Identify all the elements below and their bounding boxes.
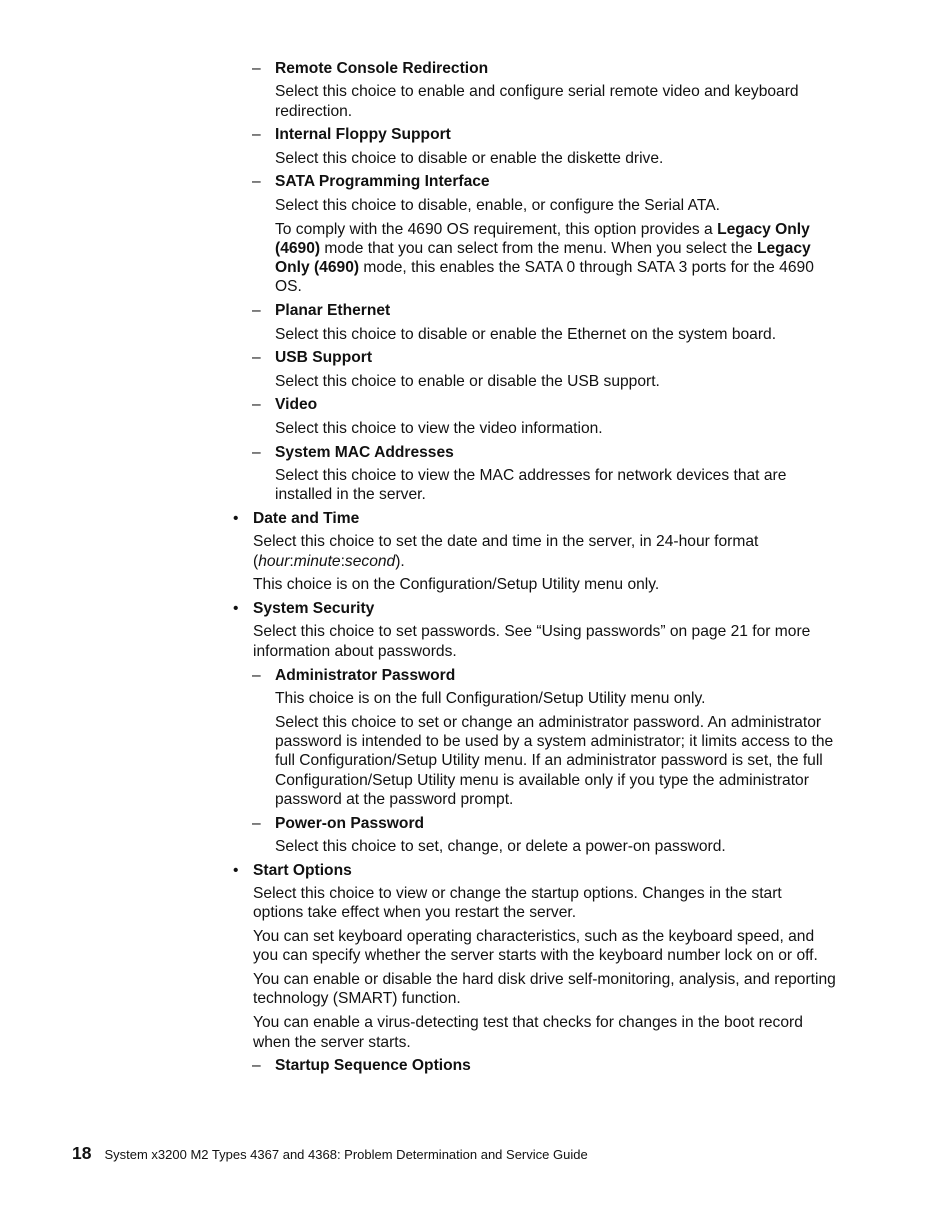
legacy-mode-term: Legacy Only (4690): [275, 239, 811, 277]
item-heading: Power-on Password: [275, 814, 425, 832]
list-item-power-on-password: [232, 814, 836, 857]
item-heading: SATA Programming Interface: [275, 173, 490, 191]
item-description: Select this choice to enable and configure serial remote video and keyboard redirection.: [275, 83, 799, 120]
dash-marker: –: [252, 349, 261, 367]
item-heading: Video: [275, 396, 318, 414]
dash-marker: –: [252, 302, 261, 320]
list-item-startup-sequence-options: [232, 1056, 836, 1075]
section-system-security: [232, 599, 836, 661]
dash-marker: –: [252, 1057, 261, 1075]
item-description: Select this choice to enable or disable the USB support.: [275, 372, 660, 390]
list-item: [232, 172, 836, 296]
item-heading: Planar Ethernet: [275, 302, 391, 320]
section-paragraph: Select this choice to view or change the startup options. Changes in the start options take effect when you restart the server.: [253, 884, 782, 922]
item-description: Select this choice to disable, enable, or configure the Serial ATA.: [275, 196, 720, 214]
section-note: This choice is on the Configuration/Setup Utility menu only.: [253, 576, 660, 594]
item-description: This choice is on the full Configuration/Setup Utility menu only.: [275, 689, 706, 707]
desc-text: ).: [395, 552, 405, 570]
item-description: Select this choice to view the video information.: [275, 419, 603, 437]
list-item: [232, 59, 836, 121]
section-heading: Date and Time: [253, 509, 360, 527]
dash-marker: –: [252, 173, 261, 191]
section-description: Select this choice to set passwords. See “Using passwords” on page 21 for more information about passwords.: [253, 623, 811, 660]
item-heading: Administrator Password: [275, 666, 456, 684]
section-date-and-time: [232, 509, 836, 595]
list-item-administrator-password: [232, 666, 836, 810]
page-content: [232, 59, 836, 1080]
dash-marker: –: [252, 126, 261, 144]
note-text: mode, this enables the SATA 0 through SATA 3 ports for the 4690 OS.: [275, 259, 814, 296]
list-item: [232, 348, 836, 391]
format-separator: :: [289, 552, 294, 570]
section-heading: Start Options: [253, 861, 352, 879]
footer-title: System x3200 M2 Types 4367 and 4368: Problem Determination and Service Guide: [104, 1147, 588, 1162]
item-heading: Internal Floppy Support: [275, 126, 451, 144]
page-footer: [72, 1143, 588, 1165]
format-separator: :: [340, 552, 345, 570]
dash-marker: –: [252, 443, 261, 461]
list-item: [232, 395, 836, 438]
item-heading: USB Support: [275, 349, 373, 367]
item-heading: Remote Console Redirection: [275, 60, 489, 77]
desc-text: Select this choice to set the date and time in the server, in 24-hour format (: [253, 533, 759, 570]
item-heading: Startup Sequence Options: [275, 1057, 471, 1075]
bullet-marker: •: [233, 861, 239, 879]
list-item: [232, 443, 836, 505]
dash-marker: –: [252, 814, 261, 832]
section-paragraph: You can enable or disable the hard disk drive self-monitoring, analysis, and reporting technology (SMART) function.: [253, 971, 836, 1008]
legacy-mode-term: Legacy Only (4690): [275, 220, 810, 257]
format-second: second: [344, 552, 396, 570]
section-paragraph: You can enable a virus-detecting test that checks for changes in the boot record when the server starts.: [253, 1014, 803, 1051]
item-description: Select this choice to disable or enable the Ethernet on the system board.: [275, 325, 777, 343]
format-hour: hour: [258, 552, 290, 570]
item-description: Select this choice to view the MAC addresses for network devices that are installed in the server.: [275, 466, 787, 504]
list-item: [232, 125, 836, 168]
dash-marker: –: [252, 666, 261, 684]
page-number: 18: [72, 1143, 92, 1163]
bullet-marker: •: [233, 600, 239, 618]
list-item: [232, 301, 836, 344]
item-description: Select this choice to set or change an administrator password. An administrator password is intended to be used by a system administrator; it limits access to the full Configuration/Setup Utility menu. If an administrator password is set, the full Configuration/Setup Utility menu is available only if you type the administrator password at the password prompt.: [275, 713, 834, 808]
note-text: mode that you can select from the menu. When you select the: [320, 239, 757, 257]
note-text: To comply with the 4690 OS requirement, this option provides a: [275, 220, 718, 238]
item-heading: System MAC Addresses: [275, 443, 454, 461]
dash-marker: –: [252, 396, 261, 414]
section-paragraph: You can set keyboard operating characteristics, such as the keyboard speed, and you can specify whether the server starts with the keyboard number lock on or off.: [253, 928, 818, 965]
section-start-options: [232, 861, 836, 1052]
format-minute: minute: [293, 552, 341, 570]
bullet-marker: •: [233, 509, 239, 527]
section-description: [253, 532, 836, 571]
sata-note: [275, 220, 836, 297]
item-description: Select this choice to set, change, or delete a power-on password.: [275, 837, 726, 855]
section-heading: System Security: [253, 600, 375, 618]
item-description: Select this choice to disable or enable the diskette drive.: [275, 149, 664, 167]
dash-marker: –: [252, 60, 261, 77]
